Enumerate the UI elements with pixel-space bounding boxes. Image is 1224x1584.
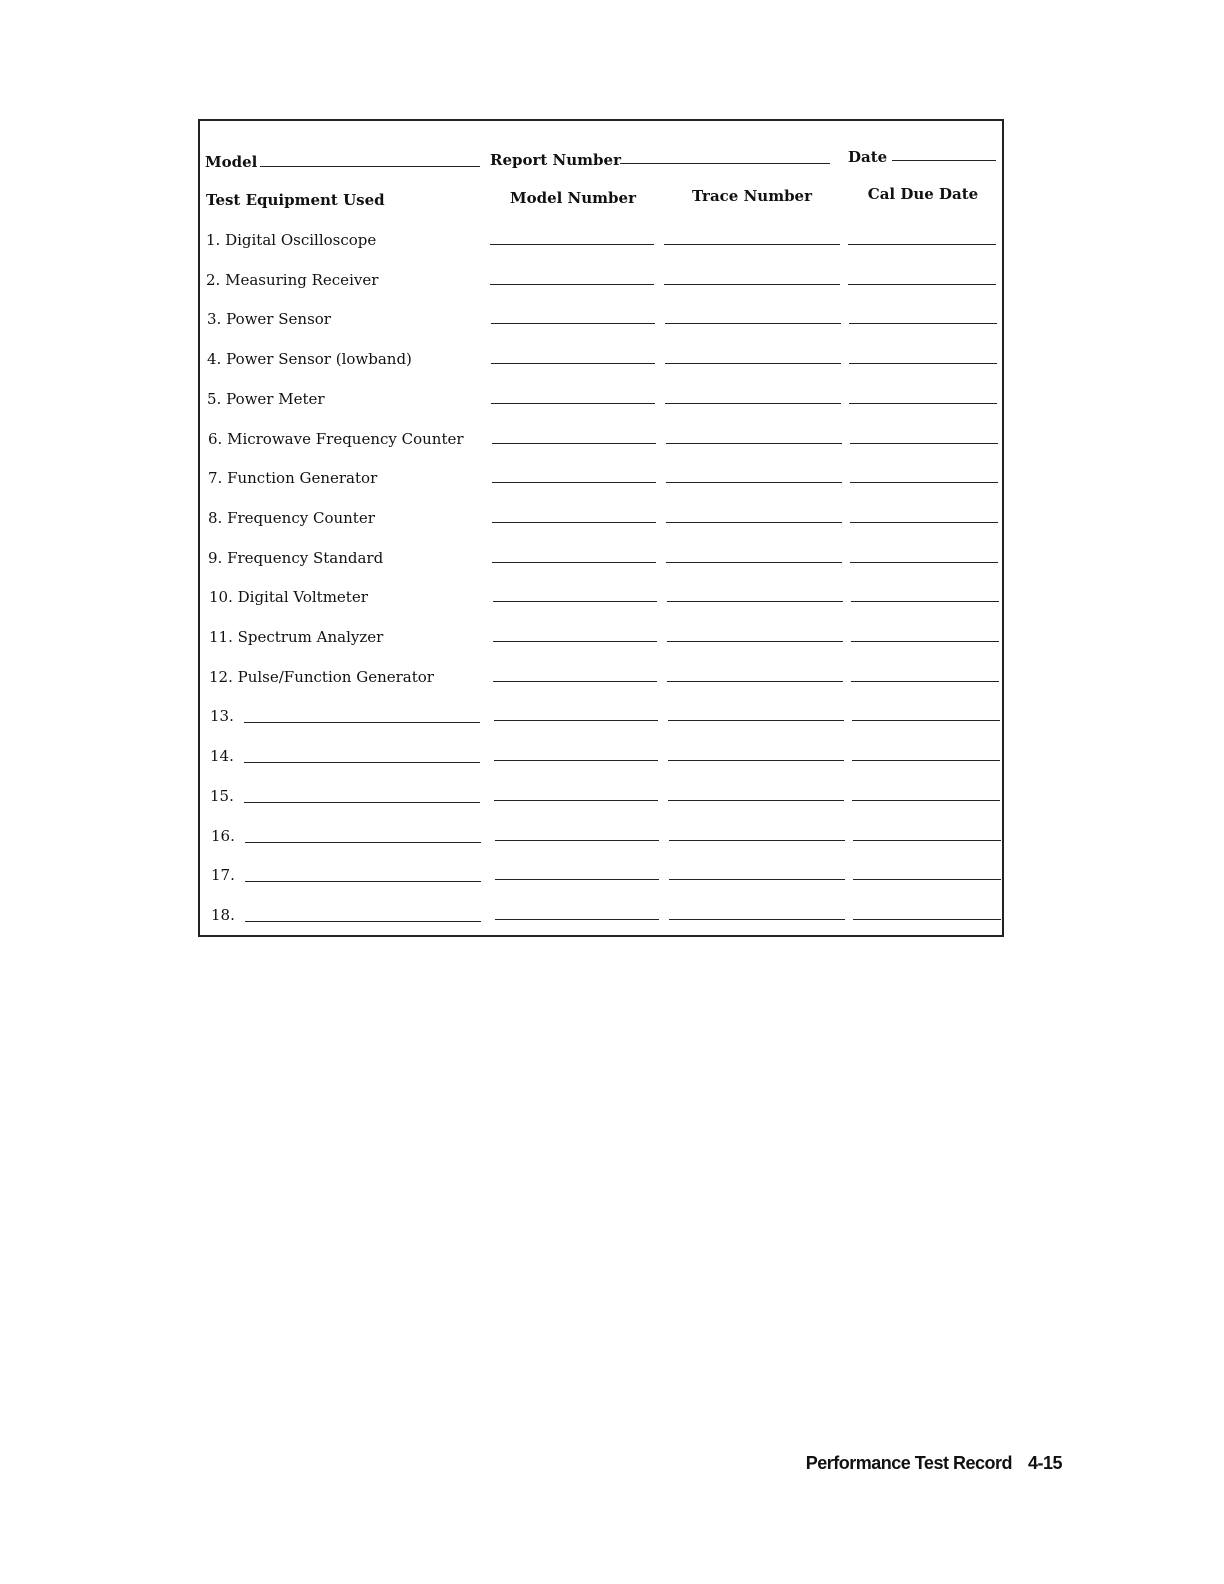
equipment-label: 13.: [210, 707, 234, 725]
page-number: 4-15: [1027, 1453, 1062, 1473]
cal-due-date-field[interactable]: [848, 244, 996, 245]
equipment-name-field[interactable]: [245, 921, 481, 922]
model-number-field[interactable]: [492, 562, 656, 563]
equipment-label: 16.: [211, 827, 235, 845]
trace-number-field[interactable]: [667, 681, 843, 682]
cal-due-date-field[interactable]: [851, 601, 999, 602]
trace-number-field[interactable]: [666, 522, 842, 523]
model-number-field[interactable]: [492, 482, 656, 483]
trace-number-field[interactable]: [664, 244, 840, 245]
cal-due-date-field[interactable]: [850, 522, 998, 523]
report-number-field[interactable]: [620, 163, 830, 164]
trace-number-field[interactable]: [665, 323, 841, 324]
cal-due-date-field[interactable]: [848, 284, 996, 285]
cal-due-date-field[interactable]: [853, 879, 1001, 880]
equipment-label: 4. Power Sensor (lowband): [207, 350, 412, 368]
trace-number-field[interactable]: [669, 840, 845, 841]
model-number-field[interactable]: [492, 443, 656, 444]
cal-due-date-field[interactable]: [852, 760, 1000, 761]
equipment-label: 15.: [210, 787, 234, 805]
model-number-field[interactable]: [491, 363, 655, 364]
equipment-name-field[interactable]: [244, 802, 480, 803]
model-number-field[interactable]: [494, 800, 658, 801]
report-number-label: Report Number: [490, 151, 621, 169]
trace-number-field[interactable]: [667, 601, 843, 602]
trace-number-field[interactable]: [664, 284, 840, 285]
model-number-field[interactable]: [495, 919, 659, 920]
model-label: Model: [205, 153, 258, 171]
model-number-field[interactable]: [490, 244, 654, 245]
trace-number-field[interactable]: [666, 562, 842, 563]
model-number-field[interactable]: [493, 601, 657, 602]
trace-number-field[interactable]: [667, 641, 843, 642]
page-footer: [806, 1452, 1062, 1474]
cal-due-date-field[interactable]: [852, 720, 1000, 721]
date-field[interactable]: [892, 160, 996, 161]
equipment-label: 8. Frequency Counter: [208, 509, 375, 527]
equipment-label: 14.: [210, 747, 234, 765]
model-number-field[interactable]: [491, 323, 655, 324]
trace-number-field[interactable]: [666, 482, 842, 483]
model-number-field[interactable]: [493, 641, 657, 642]
cal-due-date-field[interactable]: [853, 840, 1001, 841]
cal-due-date-field[interactable]: [850, 443, 998, 444]
equipment-label: 5. Power Meter: [207, 390, 325, 408]
cal-due-date-field[interactable]: [851, 641, 999, 642]
footer-title: Performance Test Record: [805, 1453, 1012, 1473]
date-label: Date: [848, 148, 888, 166]
model-number-field[interactable]: [494, 760, 658, 761]
cal-due-date-field[interactable]: [851, 681, 999, 682]
model-number-field[interactable]: [493, 681, 657, 682]
equipment-label: 6. Microwave Frequency Counter: [208, 430, 464, 448]
model-number-field[interactable]: [492, 522, 656, 523]
equipment-name-field[interactable]: [244, 722, 480, 723]
equipment-label: 3. Power Sensor: [207, 310, 331, 328]
cal-due-date-column-header: Cal Due Date: [867, 185, 979, 203]
model-number-field[interactable]: [495, 879, 659, 880]
equipment-label: 7. Function Generator: [208, 469, 378, 487]
trace-number-field[interactable]: [669, 919, 845, 920]
cal-due-date-field[interactable]: [849, 323, 997, 324]
model-field[interactable]: [260, 166, 480, 167]
equipment-label: 2. Measuring Receiver: [206, 271, 379, 289]
model-number-field[interactable]: [490, 284, 654, 285]
equipment-label: 18.: [211, 906, 235, 924]
model-number-field[interactable]: [495, 840, 659, 841]
cal-due-date-field[interactable]: [852, 800, 1000, 801]
equipment-label: 1. Digital Oscilloscope: [206, 231, 377, 249]
equipment-label: 9. Frequency Standard: [208, 549, 384, 567]
trace-number-field[interactable]: [665, 403, 841, 404]
trace-number-field[interactable]: [668, 720, 844, 721]
equipment-label: 12. Pulse/Function Generator: [209, 668, 434, 686]
cal-due-date-field[interactable]: [853, 919, 1001, 920]
equipment-name-field[interactable]: [244, 762, 480, 763]
trace-number-field[interactable]: [666, 443, 842, 444]
cal-due-date-field[interactable]: [850, 482, 998, 483]
model-number-field[interactable]: [494, 720, 658, 721]
equipment-label: 10. Digital Voltmeter: [209, 588, 368, 606]
cal-due-date-field[interactable]: [849, 363, 997, 364]
trace-number-field[interactable]: [665, 363, 841, 364]
model-number-field[interactable]: [491, 403, 655, 404]
equipment-label: 11. Spectrum Analyzer: [209, 628, 384, 646]
trace-number-field[interactable]: [668, 800, 844, 801]
model-number-column-header: Model Number: [510, 189, 636, 207]
equipment-name-field[interactable]: [245, 881, 481, 882]
cal-due-date-field[interactable]: [850, 562, 998, 563]
equipment-column-header: Test Equipment Used: [206, 191, 385, 209]
trace-number-field[interactable]: [668, 760, 844, 761]
cal-due-date-field[interactable]: [849, 403, 997, 404]
equipment-name-field[interactable]: [245, 842, 481, 843]
equipment-label: 17.: [211, 866, 235, 884]
test-equipment-form: [198, 119, 1004, 937]
trace-number-column-header: Trace Number: [691, 187, 812, 205]
trace-number-field[interactable]: [669, 879, 845, 880]
